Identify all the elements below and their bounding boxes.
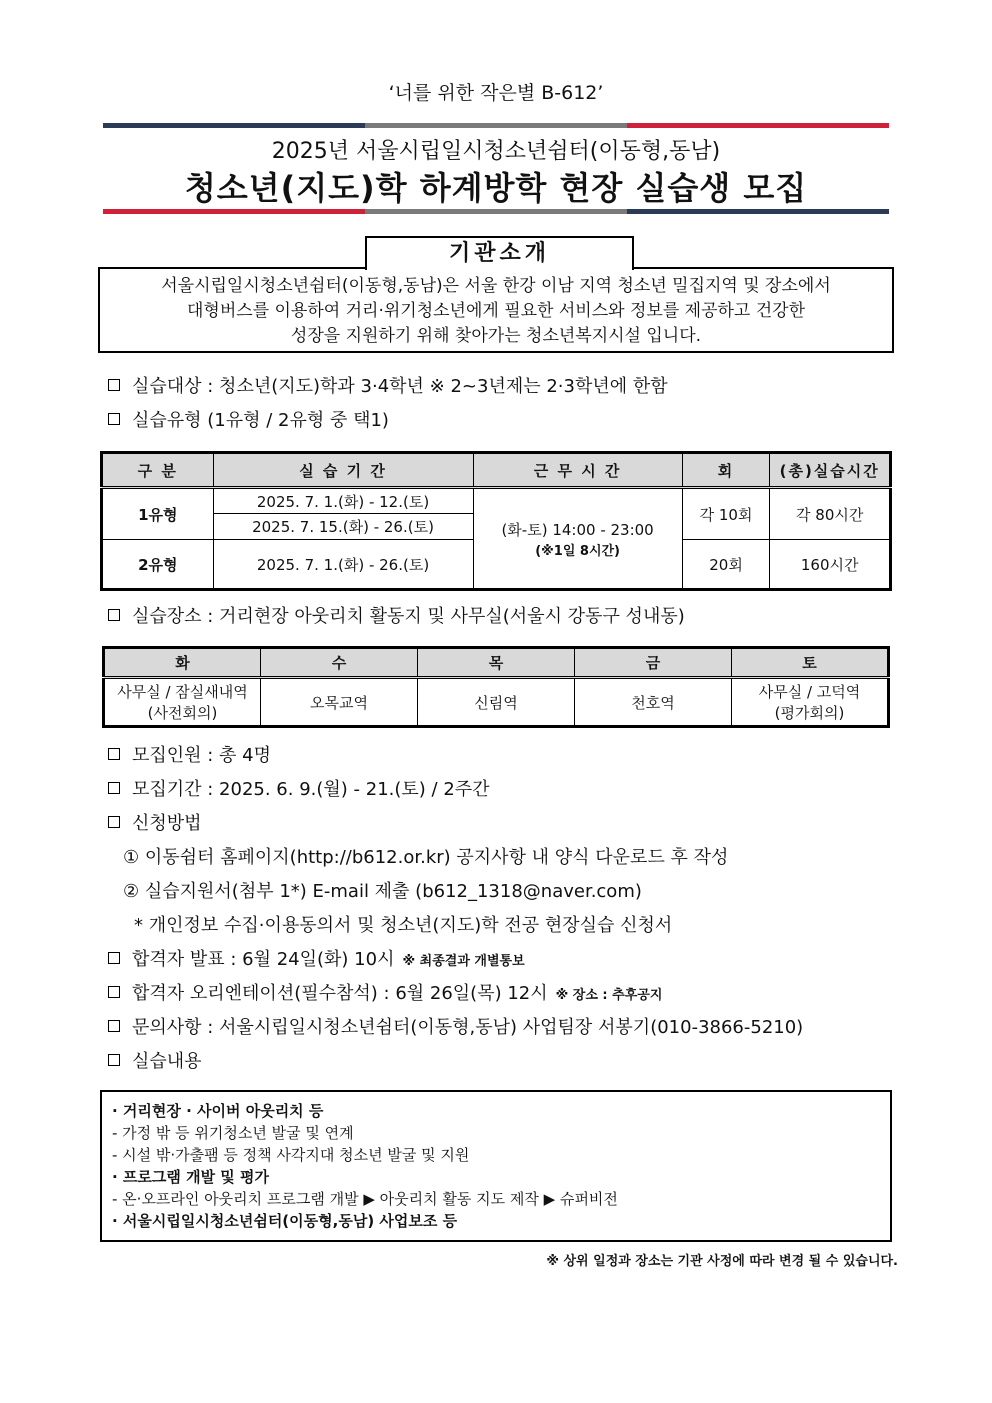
bullet-text: 모집인원 : 총 4명 [132,745,272,766]
table-row [102,488,891,514]
bullet-text: 합격자 발표 : 6월 24일(화) 10시 [132,949,395,970]
bullet-content [108,1050,202,1074]
tue-location [104,678,261,727]
table-header: 목 [418,648,575,678]
table-header: (총)실습시간 [770,453,891,488]
table-header: 회 [682,453,770,488]
cell-line: 사무실 / 고덕역 [758,683,861,701]
bullet-text: 모집기간 : 2025. 6. 9.(월) - 21.(토) / 2주간 [132,779,490,800]
work-time-text: (화-토) 14:00 - 23:00 [501,520,654,539]
intro-line: 성장을 지원하기 위해 찾아가는 청소년복지시설 입니다. [290,326,702,346]
content-heading: · 서울시립일시청소년쉼터(이동형,동남) 사업보조 등 [112,1212,458,1230]
table-header: 구 분 [102,453,214,488]
bullet-text: 실습대상 : 청소년(지도)학과 3·4학년 ※ 2~3년제는 2·3학년에 한함 [132,376,668,397]
footer-note: ※ 상위 일정과 장소는 기관 사정에 따라 변경 될 수 있습니다. [546,1254,898,1269]
page-subtitle: 2025년 서울시립일시청소년쉼터(이동형,동남) [271,139,721,164]
bullet-announce [108,948,525,974]
content-line: - 가정 밖 등 위기청소년 발굴 및 연계 [112,1124,354,1142]
work-time [473,488,682,590]
page-title: 청소년(지도)학 하계방학 현장 실습생 모집 [184,169,808,207]
intro-line: 대형버스를 이용하여 거리·위기청소년에게 필요한 서비스와 정보를 제공하고 건강한 [187,301,805,321]
announce-note: ※ 최종결과 개별통보 [402,954,525,969]
content-box [100,1090,892,1242]
square-bullet-icon [108,1020,120,1032]
bullet-text: 실습유형 (1유형 / 2유형 중 택1) [132,410,389,431]
square-bullet-icon [108,609,120,621]
table-header: 수 [261,648,418,678]
type1-count: 각 10회 [682,488,770,540]
wed-location: 오목교역 [261,678,418,727]
bullet-recruits [108,744,271,768]
title-bottom-bar [103,209,889,214]
table-header: 실 습 기 간 [213,453,473,488]
bullet-type [108,409,389,433]
type1-label: 1유형 [102,488,214,540]
content-line: - 시설 밖·가출팸 등 정책 사각지대 청소년 발굴 및 지원 [112,1146,470,1164]
intro-line: 서울시립일시청소년쉼터(이동형,동남)은 서울 한강 이남 지역 청소년 밀집지역 및 장소에서 [161,276,831,296]
square-bullet-icon [108,1054,120,1066]
square-bullet-icon [108,413,120,425]
table-row [104,678,889,727]
title-top-bar [103,123,889,128]
type1-period-a: 2025. 7. 1.(화) - 12.(토) [213,488,473,514]
square-bullet-icon [108,986,120,998]
content-heading: · 거리현장 · 사이버 아웃리치 등 [112,1102,324,1120]
bullet-place [108,605,685,629]
type2-hours: 160시간 [770,540,891,590]
table-header-row [102,453,891,488]
content-heading: · 프로그램 개발 및 평가 [112,1168,269,1186]
type1-period-b: 2025. 7. 15.(화) - 26.(토) [213,514,473,540]
table-header: 금 [575,648,732,678]
method-note: * 개인정보 수집·이용동의서 및 청소년(지도)학 전공 현장실습 신청서 [134,915,673,936]
type2-label: 2유형 [102,540,214,590]
bullet-target [108,375,668,399]
bullet-period [108,778,490,802]
bullet-method [108,812,202,836]
square-bullet-icon [108,782,120,794]
square-bullet-icon [108,816,120,828]
content-line: - 온·오프라인 아웃리치 프로그램 개발 ▶ 아웃리치 활동 지도 제작 ▶ 슈퍼비전 [112,1190,618,1208]
sat-location [732,678,889,727]
intro-tab-label: 기관소개 [365,236,634,270]
bullet-text: 실습장소 : 거리현장 아웃리치 활동지 및 사무실(서울시 강동구 성내동) [132,606,685,627]
table-header: 근 무 시 간 [473,453,682,488]
method-step-1: ① 이동쉼터 홈페이지(http://b612.or.kr) 공지사항 내 양식 다운로드 후 작성 [123,847,729,868]
bullet-contact [108,1016,803,1040]
method-step-2: ② 실습지원서(첨부 1*) E-mail 제출 (b612_1318@naver.com) [123,881,642,902]
type1-hours: 각 80시간 [770,488,891,540]
square-bullet-icon [108,379,120,391]
bullet-text: 합격자 오리엔테이션(필수참석) : 6월 26일(목) 12시 [132,983,548,1004]
cell-line: (평가회의) [774,704,845,722]
tagline: ‘너를 위한 작은별 B-612’ [388,82,604,104]
intro-box [98,267,894,353]
square-bullet-icon [108,952,120,964]
orientation-note: ※ 장소 : 추후공지 [555,988,663,1003]
bullet-text: 문의사항 : 서울시립일시청소년쉼터(이동형,동남) 사업팀장 서봉기(010-3866-5210) [132,1017,804,1038]
type2-count: 20회 [682,540,770,590]
bullet-text: 신청방법 [132,813,202,834]
weekly-location-table [102,646,890,728]
square-bullet-icon [108,748,120,760]
thu-location: 신림역 [418,678,575,727]
bullet-orientation [108,982,662,1008]
bullet-text: 실습내용 [132,1051,202,1072]
fri-location: 천호역 [575,678,732,727]
table-header: 토 [732,648,889,678]
work-time-note: (※1일 8시간) [535,543,620,559]
table-header: 화 [104,648,261,678]
type2-period: 2025. 7. 1.(화) - 26.(토) [213,540,473,590]
table-header-row [104,648,889,678]
cell-line: (사전회의) [147,704,218,722]
cell-line: 사무실 / 잠실새내역 [117,683,248,701]
schedule-table [100,451,892,591]
